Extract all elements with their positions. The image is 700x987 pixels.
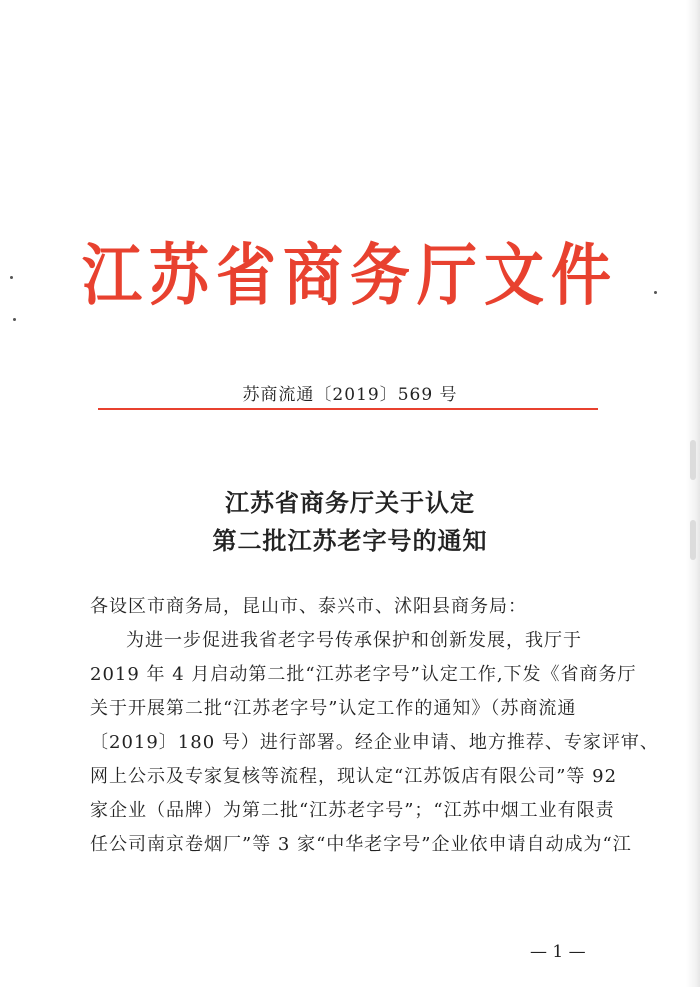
body-line: 为进一步促进我省老字号传承保护和创新发展，我厅于 bbox=[126, 630, 582, 651]
body-line: 任公司南京卷烟厂”等 3 家“中华老字号”企业依申请自动成为“江 bbox=[90, 834, 632, 855]
page-number: — 1 — bbox=[530, 942, 586, 962]
body-line: 家企业（品牌）为第二批“江苏老字号”；“江苏中烟工业有限责 bbox=[90, 800, 615, 821]
document-header-title: 江苏省商务厅文件 bbox=[82, 236, 618, 316]
page-edge-notch bbox=[690, 440, 696, 480]
notice-body bbox=[90, 590, 659, 862]
body-line: 2019 年 4 月启动第二批“江苏老字号”认定工作,下发《省商务厅 bbox=[90, 664, 637, 685]
notice-title-line-1: 江苏省商务厅关于认定 bbox=[225, 488, 475, 517]
notice-title-line-2: 第二批江苏老字号的通知 bbox=[212, 526, 488, 555]
body-line: 网上公示及专家复核等流程，现认定“江苏饭店有限公司”等 92 bbox=[90, 766, 618, 787]
body-line: 关于开展第二批“江苏老字号”认定工作的通知》（苏商流通 bbox=[90, 698, 577, 719]
document-number: 苏商流通〔2019〕569 号 bbox=[242, 385, 458, 405]
body-line: 〔2019〕180 号）进行部署。经企业申请、地方推荐、专家评审、 bbox=[90, 732, 659, 753]
notice-title bbox=[0, 484, 700, 560]
salutation: 各设区市商务局，昆山市、泰兴市、沭阳县商务局： bbox=[90, 596, 527, 617]
red-separator-rule bbox=[98, 408, 598, 410]
